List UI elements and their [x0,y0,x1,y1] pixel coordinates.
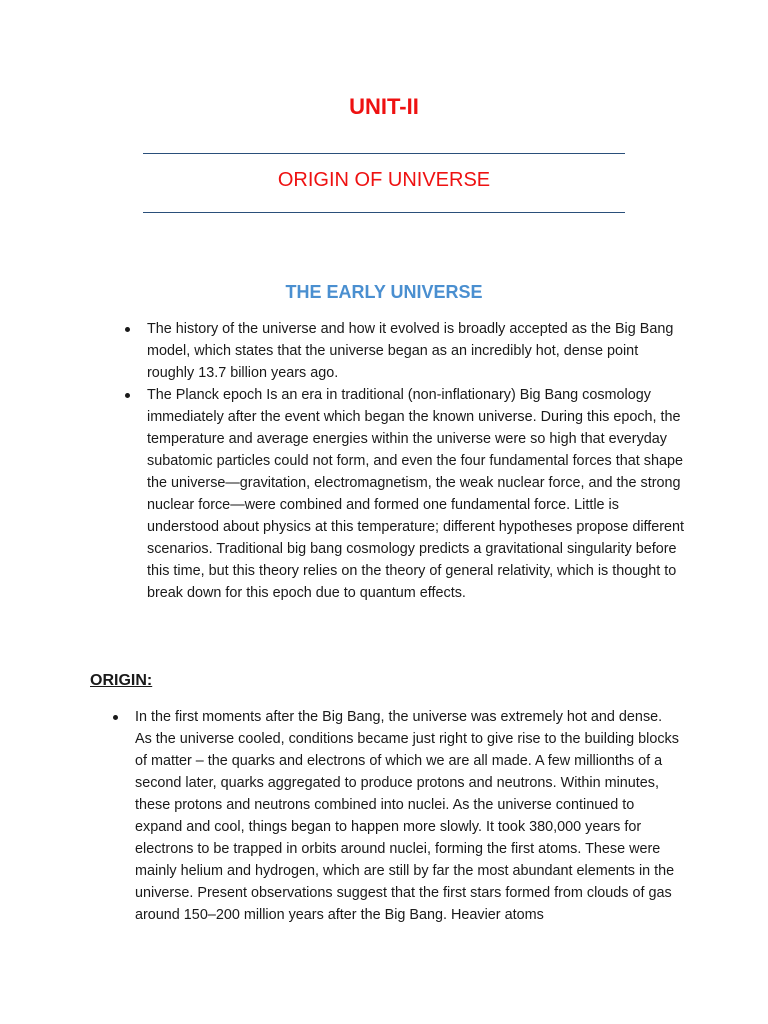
unit-title: UNIT-II [349,94,419,119]
bullet-text: The history of the universe and how it evolved is broadly accepted as the Big Bang model, which states that the universe began as an incredibly hot, dense point roughly 13.7 billion years ago. [147,321,674,381]
section-heading-origin: ORIGIN: [90,672,153,689]
title-divider-bottom [143,212,625,213]
main-title: ORIGIN OF UNIVERSE [277,169,491,191]
bullet-dot-icon [113,715,118,720]
title-divider-top [143,153,625,154]
bullet-dot-icon [125,327,130,332]
list-item [147,318,687,384]
section-heading-early-universe: THE EARLY UNIVERSE [285,282,483,302]
list-item [147,384,687,604]
origin-bullet-list [135,706,680,926]
list-item [135,706,680,926]
bullet-text: The Planck epoch Is an era in traditional (non-inflationary) Big Bang cosmology immediately after the event which began the known universe. During this epoch, the temperature and average energies within the universe were so high that everyday subatomic particles could not form, and even the four fundamental forces that shape the universe—gravitation, electromagnetism, the weak nuclear force, and the strong nuclear force—were combined and formed one fundamental force. Little is understood about physics at this temperature; different hypotheses propose different scenarios. Traditional big bang cosmology predicts a gravitational singularity before this time, but this theory relies on the theory of general relativity, which is thought to break down for this epoch due to quantum effects. [147,387,685,601]
early-universe-bullet-list [147,318,687,604]
bullet-text: In the first moments after the Big Bang, the universe was extremely hot and dense. As the universe cooled, conditions became just right to give rise to the building blocks of matter – the quarks and electrons of which we are all made. A few millionths of a second later, quarks aggregated to produce protons and neutrons. Within minutes, these protons and neutrons combined into nuclei. As the universe continued to expand and cool, things began to happen more slowly. It took 380,000 years for electrons to be trapped in orbits around nuclei, forming the first atoms. These were mainly helium and hydrogen, which are still by far the most abundant elements in the universe. Present observations suggest that the first stars formed from clouds of gas around 150–200 million years after the Big Bang. Heavier atoms [135,709,679,923]
bullet-dot-icon [125,393,130,398]
